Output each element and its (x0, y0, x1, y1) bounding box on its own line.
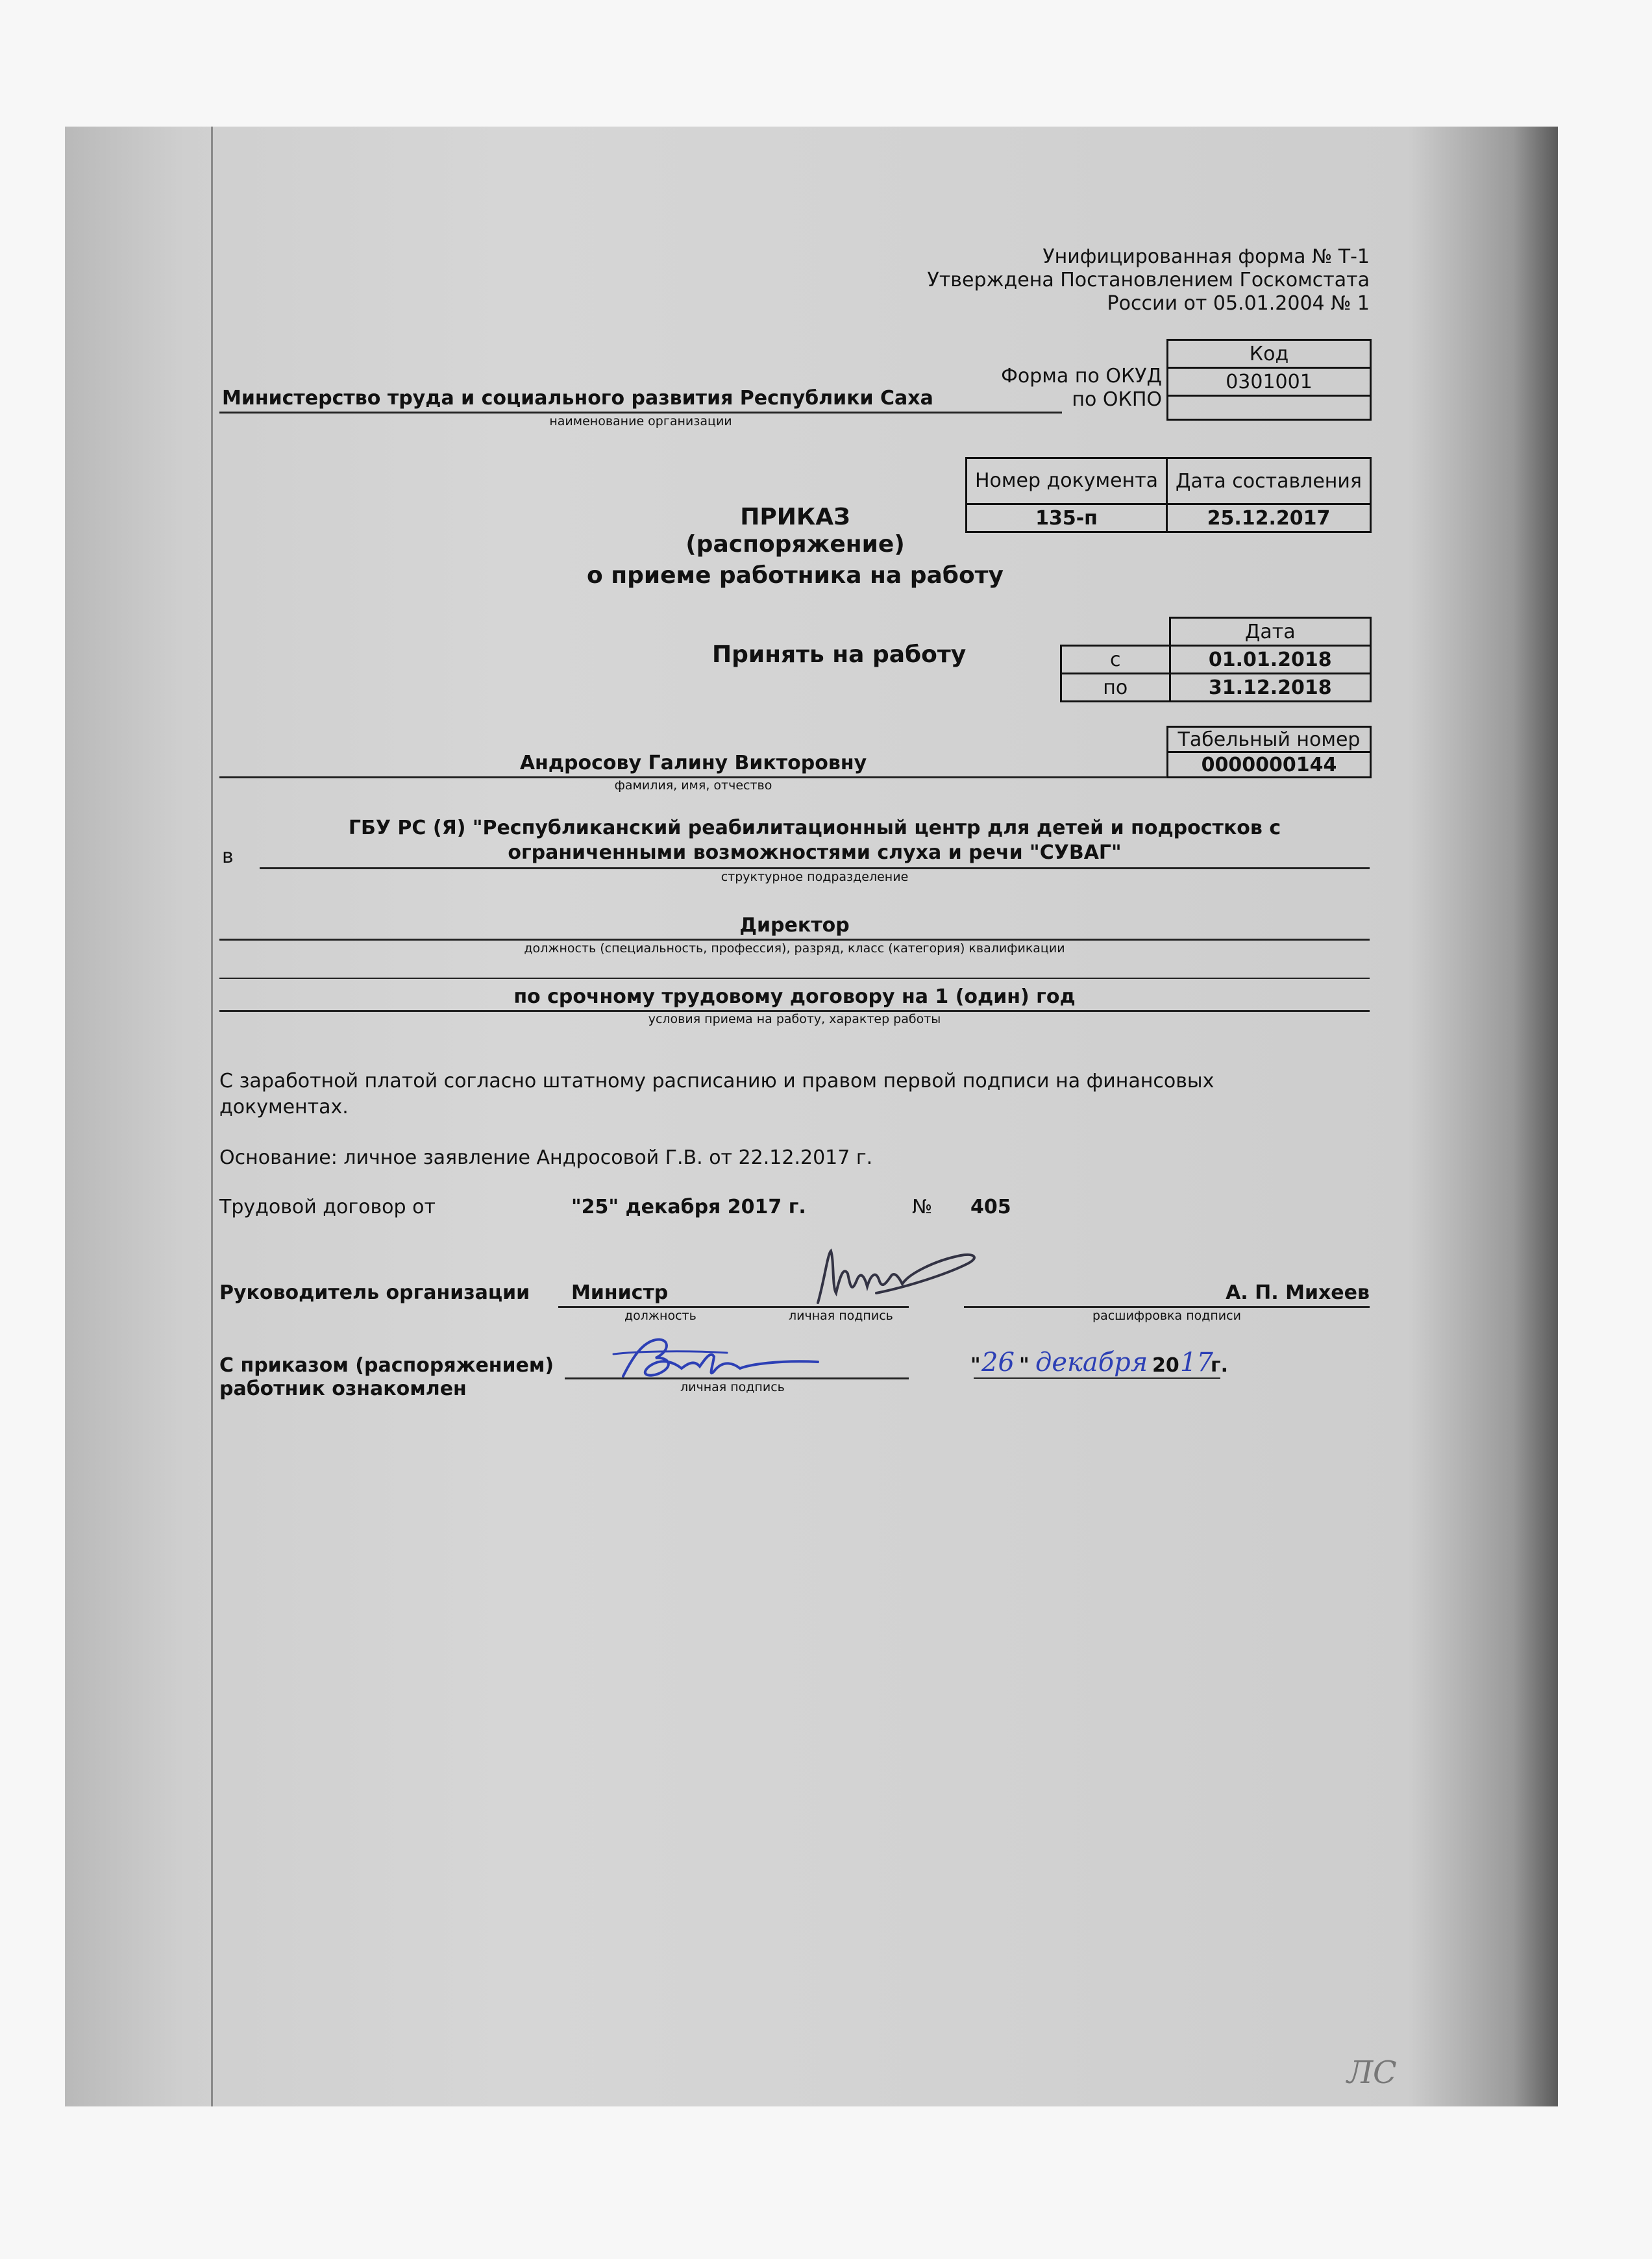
tab-number-table (1166, 726, 1372, 778)
employee-name-caption: фамилия, имя, отчество (614, 778, 772, 793)
title-subject: о приеме работника на работу (586, 562, 1004, 589)
form-reference-2: Утверждена Постановлением Госкомстата (927, 269, 1370, 291)
employee-name: Андросову Галину Викторовну (519, 752, 867, 774)
contract-date: "25" декабря 2017 г. (571, 1196, 806, 1218)
hire-date-header: Дата (1170, 618, 1371, 646)
position-caption: должность (специальность, профессия), разряд, класс (категория) квалификации (524, 941, 1065, 956)
ack-year-end: г. (1211, 1354, 1229, 1377)
unit-line-2: ограниченными возможностями слуха и речи "СУВАГ" (508, 841, 1122, 864)
hire-to-date: 31.12.2018 (1170, 674, 1371, 702)
tab-number: 0000000144 (1168, 752, 1371, 778)
ack-year-prefix: 20 (1152, 1354, 1179, 1377)
doc-number: 135-п (967, 504, 1167, 532)
okud-value: 0301001 (1168, 368, 1371, 396)
ack-caption: личная подпись (680, 1380, 785, 1394)
hire-label: Принять на работу (712, 641, 967, 668)
codes-table (1166, 339, 1372, 421)
salary-line-2: документах. (219, 1096, 349, 1118)
conditions-text: по срочному трудовому договору на 1 (один) год (513, 985, 1076, 1008)
ack-date-quote-open: " (970, 1354, 981, 1377)
contract-number: 405 (970, 1196, 1011, 1218)
doc-date: 25.12.2017 (1167, 504, 1371, 532)
okpo-label: по ОКПО (1072, 388, 1162, 411)
organization-caption: наименование организации (549, 414, 732, 428)
form-reference-3: России от 05.01.2004 № 1 (1107, 292, 1370, 315)
salary-line-1: С заработной платой согласно штатному расписанию и правом первой подписи на финансовых (219, 1070, 1214, 1092)
conditions-caption: условия приема на работу, характер работы (648, 1012, 941, 1026)
ack-line-1: С приказом (распоряжением) (219, 1354, 554, 1377)
code-header: Код (1168, 340, 1371, 368)
hire-from-date: 01.01.2018 (1170, 646, 1371, 674)
tab-number-label: Табельный номер (1168, 727, 1371, 752)
organization-name: Министерство труда и социального развития Республики Саха (222, 387, 933, 410)
title-prikaz: ПРИКАЗ (740, 504, 850, 530)
ack-line-2: работник ознакомлен (219, 1377, 467, 1400)
margin-mark: ЛС (1347, 2055, 1397, 2091)
unit-caption: структурное подразделение (721, 870, 909, 884)
ack-month: декабря (1035, 1348, 1148, 1377)
caption-position: должность (624, 1309, 697, 1323)
title-rasporyazhenie: (распоряжение) (685, 531, 905, 558)
caption-signature: личная подпись (789, 1309, 893, 1323)
unit-prefix: в (222, 845, 234, 868)
caption-decoding: расшифровка подписи (1092, 1309, 1241, 1323)
position-title: Директор (739, 914, 850, 937)
contract-label: Трудовой договор от (219, 1196, 436, 1218)
ack-day: 26 (981, 1348, 1015, 1377)
okud-label: Форма по ОКУД (1001, 365, 1162, 388)
hire-from-label: с (1061, 646, 1170, 674)
head-label: Руководитель организации (219, 1281, 530, 1304)
contract-no-label: № (912, 1196, 933, 1218)
doc-number-label: Номер документа (967, 458, 1167, 504)
form-reference-1: Унифицированная форма № Т-1 (1042, 245, 1370, 268)
head-position: Министр (571, 1281, 669, 1304)
basis-text: Основание: личное заявление Андросовой Г.В. от 22.12.2017 г. (219, 1146, 873, 1169)
unit-line-1: ГБУ РС (Я) "Республиканский реабилитационный центр для детей и подростков с (348, 817, 1281, 839)
head-signature (805, 1241, 1000, 1313)
ack-year-suffix: 17 (1180, 1348, 1213, 1377)
head-name: А. П. Михеев (1226, 1281, 1370, 1304)
okpo-value (1168, 396, 1371, 420)
employee-signature (610, 1331, 824, 1389)
hire-to-label: по (1061, 674, 1170, 702)
hire-dates-table (1060, 617, 1372, 702)
ack-date-quote-close: " (1019, 1354, 1029, 1377)
doc-date-label: Дата составления (1167, 458, 1371, 504)
